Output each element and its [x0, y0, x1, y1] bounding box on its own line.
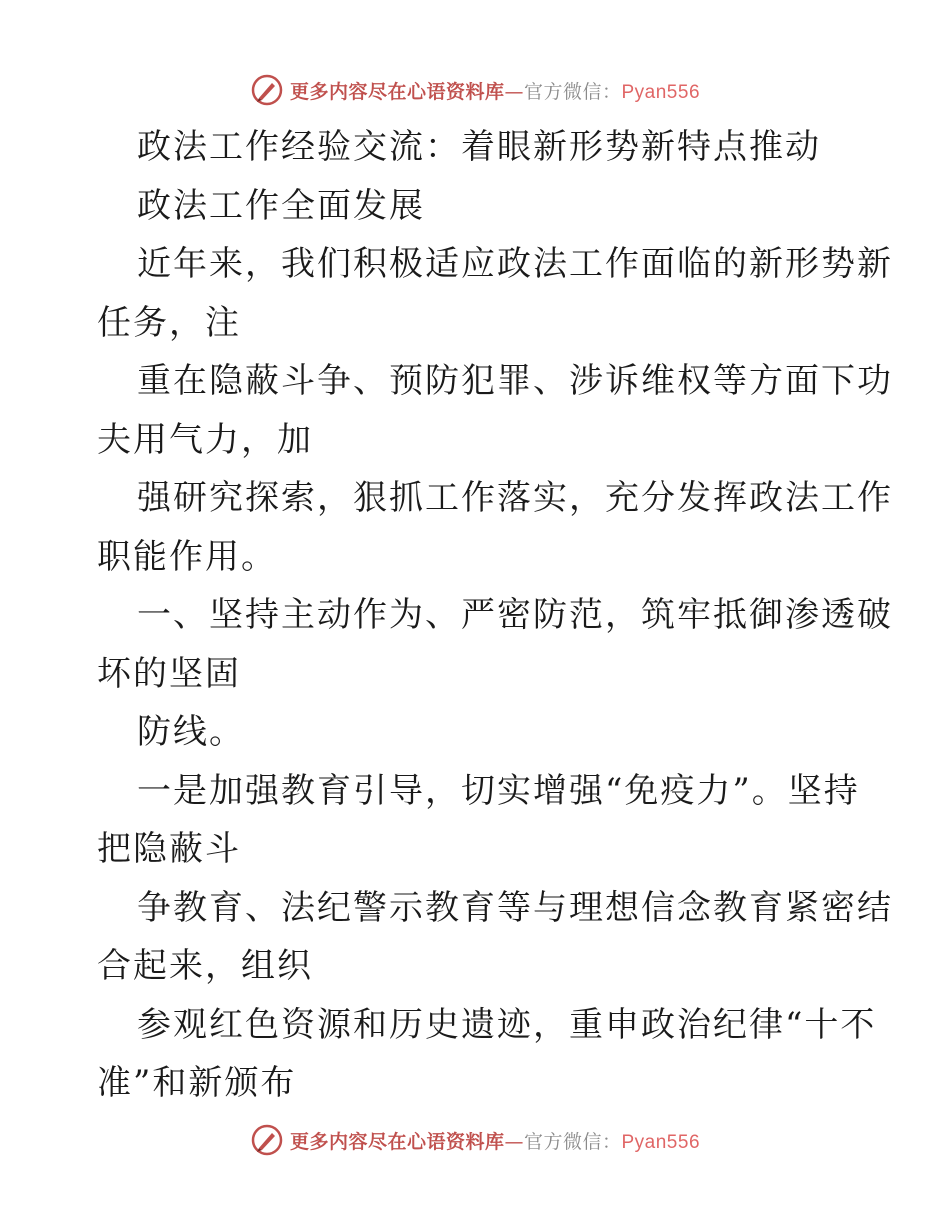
text-line: 强研究探索，狠抓工作落实，充分发挥政法工作 — [137, 478, 893, 518]
text-line: 职能作用。 — [97, 536, 277, 577]
text-line: 一、坚持主动作为、严密防范，筑牢抵御渗透破 — [137, 595, 893, 635]
text-line: 政法工作经验交流：着眼新形势新特点推动 — [137, 127, 821, 167]
text-line: 合起来，组织 — [97, 946, 313, 986]
pen-circle-logo-icon — [250, 1123, 284, 1157]
text-line: 把隐蔽斗 — [97, 829, 241, 869]
watermark-text — [290, 77, 700, 104]
watermark-dash: — — [504, 1130, 524, 1153]
text-line: 重在隐蔽斗争、预防犯罪、涉诉维权等方面下功 — [137, 361, 893, 401]
watermark-official: 官方微信： — [523, 1130, 622, 1153]
text-line: 防线。 — [137, 712, 245, 752]
watermark-official: 官方微信： — [523, 80, 622, 103]
text-line: 夫用气力，加 — [97, 419, 313, 460]
text-line: 任务，注 — [97, 302, 241, 343]
pen-circle-logo-icon — [250, 73, 284, 107]
text-line: 近年来，我们积极适应政法工作面临的新形势新 — [137, 244, 893, 284]
text-line: 一是加强教育引导，切实增强“免疫力”。坚持 — [137, 770, 860, 811]
document-body — [97, 118, 893, 1113]
text-line: 参观红色资源和历史遗迹，重申政治纪律“十不 — [137, 1004, 877, 1045]
watermark-id: Pyan556 — [621, 1131, 701, 1153]
text-line: 争教育、法纪警示教育等与理想信念教育紧密结 — [137, 887, 893, 928]
footer-watermark — [0, 1120, 950, 1160]
watermark-dash: — — [504, 80, 524, 103]
text-line: 坏的坚固 — [97, 653, 241, 694]
header-watermark — [0, 70, 950, 110]
watermark-brand: 更多内容尽在心语资料库 — [289, 1130, 505, 1153]
text-line: 政法工作全面发展 — [137, 185, 425, 226]
watermark-id: Pyan556 — [621, 81, 701, 103]
watermark-text — [290, 1127, 700, 1154]
watermark-brand: 更多内容尽在心语资料库 — [289, 80, 505, 103]
text-line: 准”和新颁布 — [97, 1063, 297, 1103]
